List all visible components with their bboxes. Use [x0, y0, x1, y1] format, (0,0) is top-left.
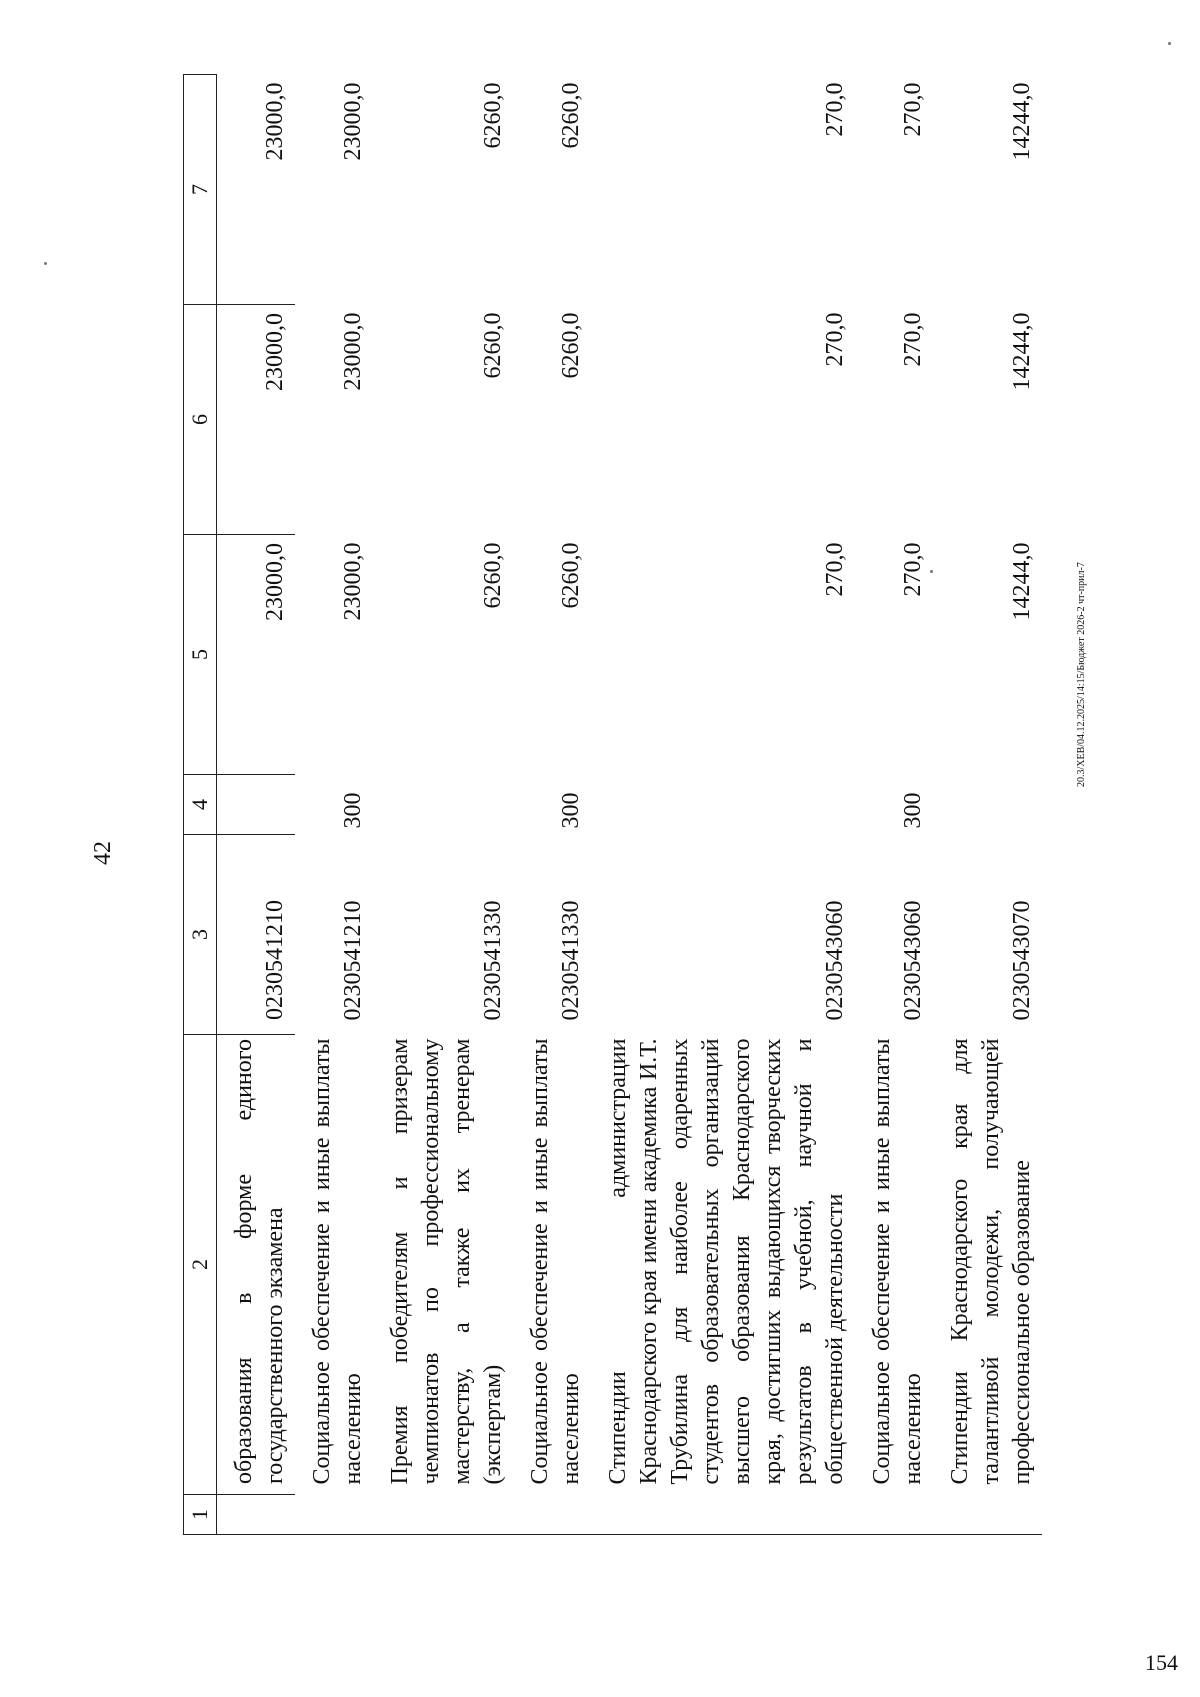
row-value-col5: 6260,0	[480, 542, 506, 609]
budget-table	[183, 74, 1042, 1535]
scan-artifact-dot	[1168, 42, 1171, 45]
row-name: Премия победителям и призерам чемпионатов по профессиональному мастерству, а также их тренерам (экспертам)	[387, 1038, 506, 1485]
table-row	[591, 75, 855, 1535]
row-index-cell	[933, 1495, 1042, 1535]
row-value-col7: 270,0	[822, 82, 848, 137]
row-code: 0230543070	[1009, 900, 1035, 1021]
row-value-col6: 270,0	[900, 312, 926, 367]
row-code: 0230541330	[480, 900, 506, 1021]
table-row	[295, 75, 373, 1535]
row-value-col6: 14244,0	[1009, 312, 1035, 391]
row-code: 0230543060	[900, 900, 926, 1021]
row-value-col6: 6260,0	[480, 312, 506, 379]
header-col-1: 1	[184, 1495, 217, 1535]
row-value-col5: 270,0	[822, 542, 848, 597]
row-index-cell	[373, 1495, 513, 1535]
row-value-col6: 23000,0	[217, 305, 296, 535]
row-value-col7: 270,0	[900, 82, 926, 137]
row-code: 0230543060	[822, 900, 848, 1021]
row-index-cell	[295, 1495, 373, 1535]
header-col-3: 3	[184, 835, 217, 1035]
row-value-col5: 14244,0	[1009, 542, 1035, 621]
document-stamp: 20.3/XEB/04.12.2025/14:15/Бюджет 2026-2 чт-прил-7	[1076, 562, 1087, 787]
budget-table-wrapper	[183, 75, 1085, 1535]
row-name: Стипендии Краснодарского края для талантливой молодежи, получающей профессиональное образование	[947, 1038, 1035, 1485]
row-value-col7: 6260,0	[480, 82, 506, 149]
header-col-2: 2	[184, 1035, 217, 1495]
table-row	[513, 75, 591, 1535]
row-index-cell	[217, 1495, 296, 1535]
header-col-7: 7	[184, 75, 217, 305]
page-number: 42	[90, 841, 116, 865]
row-value-col7: 6260,0	[558, 82, 584, 149]
header-col-6: 6	[184, 305, 217, 535]
table-row	[373, 75, 513, 1535]
scan-artifact-dot	[44, 262, 47, 265]
sheet-number: 154	[1145, 1650, 1178, 1675]
row-index-cell	[855, 1495, 933, 1535]
row-name: Социальное обеспечение и иные выплаты населению	[309, 1038, 366, 1485]
row-type	[591, 775, 855, 835]
row-code: 0230541210	[340, 900, 366, 1021]
header-row	[184, 75, 217, 1535]
row-type: 300	[340, 792, 366, 829]
row-value-col7: 14244,0	[1009, 82, 1035, 161]
row-name: Стипендии администрации Краснодарского края имени академика И.Т. Трубилина для наиболее одаренных студентов образовательных организаций высшего образования Краснодарского края, достигших выдающихся творческих результатов в учебной, научной и общественной деятельности	[605, 1038, 848, 1485]
row-name: образования в форме единого государственного экзамена	[217, 1035, 296, 1495]
row-value-col5: 6260,0	[558, 542, 584, 609]
row-value-col6: 6260,0	[558, 312, 584, 379]
row-value-col7: 23000,0	[340, 82, 366, 161]
row-value-col6: 23000,0	[340, 312, 366, 391]
table-row	[933, 75, 1042, 1535]
row-value-col7: 23000,0	[217, 75, 296, 305]
row-value-col6: 270,0	[822, 312, 848, 367]
rotated-table-container	[183, 75, 1085, 1535]
row-value-col5: 270,0	[900, 542, 926, 597]
row-type: 300	[558, 792, 584, 829]
row-value-col5: 23000,0	[217, 535, 296, 775]
table-row	[217, 75, 296, 1535]
row-index-cell	[591, 1495, 855, 1535]
row-code: 0230541330	[558, 900, 584, 1021]
table-row	[855, 75, 933, 1535]
row-index-cell	[513, 1495, 591, 1535]
row-type	[373, 775, 513, 835]
row-type	[933, 775, 1042, 835]
header-col-5: 5	[184, 535, 217, 775]
header-col-4: 4	[184, 775, 217, 835]
row-name: Социальное обеспечение и иные выплаты населению	[527, 1038, 584, 1485]
row-type	[217, 775, 296, 835]
row-type: 300	[900, 792, 926, 829]
row-value-col5: 23000,0	[340, 542, 366, 621]
row-code: 0230541210	[217, 835, 296, 1035]
scan-artifact-dot	[930, 570, 933, 573]
row-name: Социальное обеспечение и иные выплаты населению	[869, 1038, 926, 1485]
